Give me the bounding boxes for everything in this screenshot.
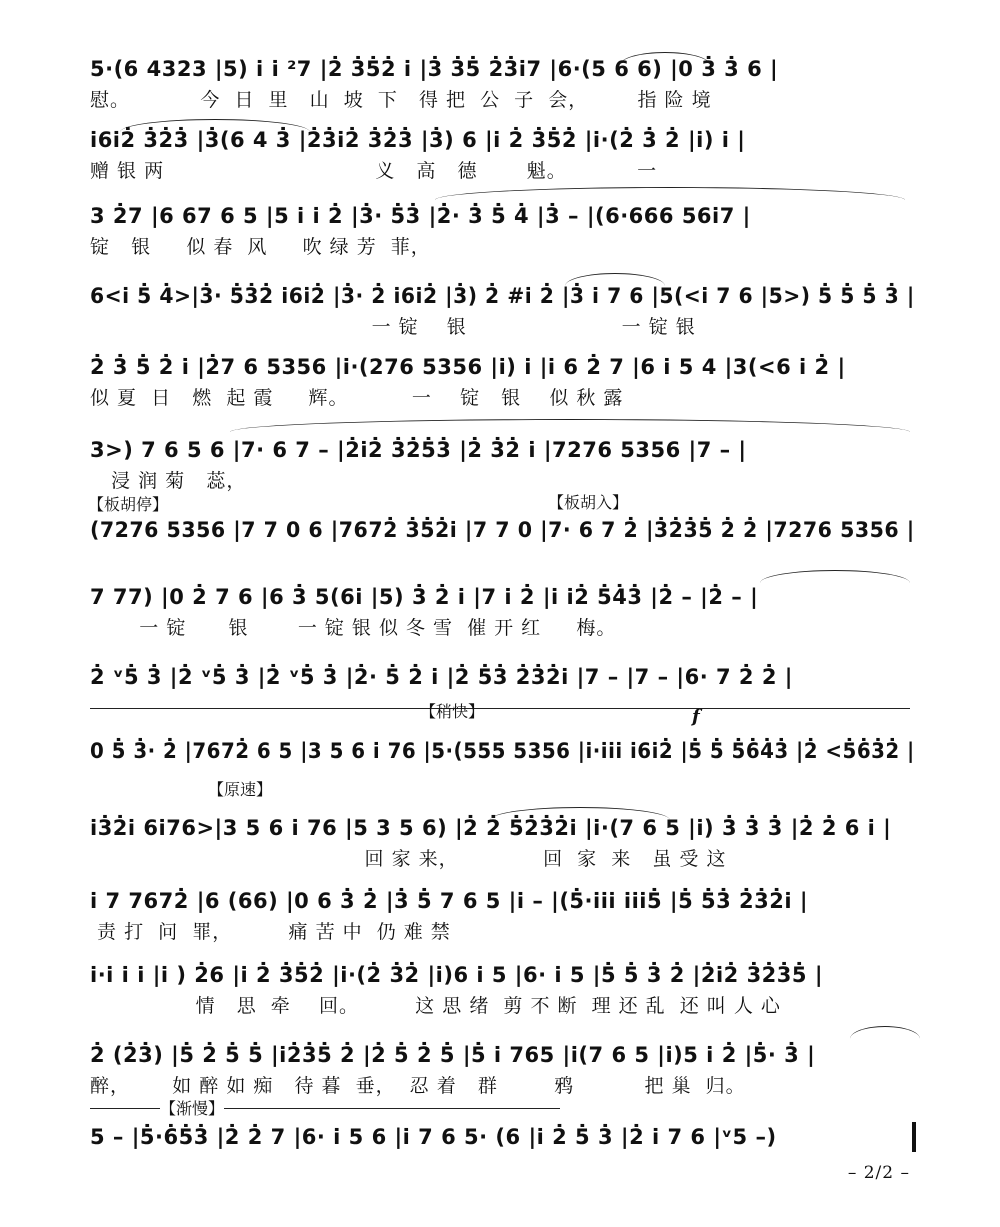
final-barline <box>912 1122 916 1152</box>
slur <box>120 119 310 132</box>
lyrics-line: 似 夏 日 燃 起 霞 辉。 一 锭 银 似 秋 露 <box>90 387 624 409</box>
notation-line: i̇6i̇2̇ 3̇2̇3̇ |3̇(6 4 3̇ |2̇3̇i̇2̇ 3̇2̇3̇ |3̇) 6 |i̇ 2̇ 3̇5̇2̇ |i̇·(2̇ 3̇ 2̇ |i̇) i̇ | <box>90 128 746 152</box>
lyrics-line: 赠 银 两 义 高 德 魁。 一 <box>90 160 658 182</box>
notation-line: 2̇ 3̇ 5̇ 2̇ i̇ |2̇7 6 5356 |i̇·(276 5356 |i̇) i̇ |i̇ 6 2̇ 7 |6 i̇ 5 4 |3(<6 i̇ 2̇ | <box>90 355 846 379</box>
notation-line: 5 – |5̇·6̇5̇3̇ |2̇ 2̇ 7 |6· i̇ 5 6 |i̇ 7 6 5· (6 |i̇ 2̇ 5̇ 3̇ |2̇ i̇ 7 6 |ᵛ5 –) <box>90 1125 777 1149</box>
lyrics-line: 锭 银 似 春 风 吹 绿 芳 菲， <box>90 236 431 258</box>
notation-line: i̇3̇2̇i̇ 6i̇76>|3 5 6 i̇ 76 |5 3 5 6) |2̇ 2̇ 5̇2̇3̇2̇i̇ |i̇·(7 6 5 |i̇) 3̇ 3̇ 3̇ |2̇ 2̇ 6 i̇ | <box>90 816 892 840</box>
page-number: – 2/2 – <box>847 1163 910 1183</box>
marking-gradually-slow: 【渐慢】 <box>160 1099 225 1118</box>
lyrics-line: 回 家 来， 回 家 来 虽 受 这 <box>90 848 727 870</box>
slur <box>760 570 910 583</box>
notation-line: i̇·i̇ i̇ i̇ |i̇ ) 2̇6 |i̇ 2̇ 3̇5̇2̇ |i̇·(2̇ 3̇2̇ |i̇)6 i̇ 5 |6· i̇ 5 |5̇ 5̇ 3̇ 2̇ |2̇i̇2̇ 3̇2̇3̇5̇ | <box>90 963 823 987</box>
slur <box>490 807 670 820</box>
slur <box>230 419 910 432</box>
marking-banhu-stop: 【板胡停】 <box>88 495 169 514</box>
marking-original-tempo: 【原速】 <box>208 780 273 799</box>
notation-line: i̇ 7 7672̇ |6 (66) |0 6 3̇ 2̇ |3̇ 5̇ 7 6 5 |i̇ – |(5̇·i̇i̇i̇ i̇i̇i̇5̇ |5̇ 5̇3̇ 2̇3̇2̇i̇ | <box>90 889 809 913</box>
notation-line: 3 2̇7 |6 67 6 5 |5 i̇ i̇ 2̇ |3̇· 5̇3̇ |2̇· 3̇ 5̇ 4̇ |3̇ – |(6·666 56i̇7 | <box>90 204 751 228</box>
notation-line: 2̇ (2̇3̇) |5̇ 2̇ 5̇ 5̇ |i̇2̇3̇5̇ 2̇ |2̇ 5̇ 2̇ 5̇ |5̇ i̇ 765 |i̇(7 6 5 |i̇)5 i̇ 2̇ |5̇· 3̇ | <box>90 1043 816 1067</box>
slur <box>850 1026 920 1039</box>
lyrics-line: 慰。 今 日 里 山 坡 下 得 把 公 子 会， 指 险 境 <box>90 89 712 111</box>
lyrics-line: 一 锭 银 一 锭 银 <box>90 316 696 338</box>
lyrics-line: 一 锭 银 一 锭 银 似 冬 雪 催 开 红 梅。 <box>90 617 617 639</box>
lyrics-line: 情 思 牵 回。 这 思 绪 剪 不 断 理 还 乱 还 叫 人 心 <box>90 995 781 1017</box>
slur <box>565 273 665 286</box>
marking-banhu-enter: 【板胡入】 <box>548 493 629 512</box>
notation-line: 3>) 7 6 5 6 |7· 6 7 – |2̇i̇2̇ 3̇2̇5̇3̇ |2̇ 3̇2̇ i̇ |7276 5356 |7 – | <box>90 438 747 462</box>
slur <box>435 187 905 200</box>
notation-line: 7 77) |0 2̇ 7 6 |6 3̇ 5(6i̇ |5) 3̇ 2̇ i̇ |7 i̇ 2̇ |i̇ i̇2̇ 5̇4̇3̇ |2̇ – |2̇ – | <box>90 585 759 609</box>
tie-line <box>90 708 910 709</box>
notation-line: (7276 5356 |7 7 0 6 |7672̇ 3̇5̇2̇i̇ |7 7 0 |7· 6 7 2̇ |3̇2̇3̇5̇ 2̇ 2̇ |7276 5356 | <box>90 518 915 542</box>
lyrics-line: 浸 润 菊 蕊， <box>90 470 247 492</box>
notation-line: 0 5̇ 3̇· 2̇ |7672̇ 6 5 |3 5 6 i̇ 76 |5·(555 5356 |i̇·i̇i̇i̇ i̇6i̇2̇ |5̇ 5̇ 5̇6̇4̇3̇ |2̇ <5̇6̇3̇2̇ | <box>90 739 915 763</box>
marking-slightly-fast: 【稍快】 <box>420 702 485 721</box>
notation-line: 5·(6 4323 |5) i̇ i̇ ²7 |2̇ 3̇5̇2̇ i̇ |3̇ 3̇5̇ 2̇3̇i̇7 |6·(5 6 6) |0 3̇ 3̇ 6 | <box>90 57 779 81</box>
lyrics-line: 责 打 问 罪， 痛 苦 中 仍 难 禁 <box>90 921 451 943</box>
notation-line: 6<i̇ 5̇ 4̇>|3̇· 5̇3̇2̇ i̇6i̇2̇ |3̇· 2̇ i̇6i̇2̇ |3̇) 2̇ #i̇ 2̇ |3̇ i̇ 7 6 |5(<i̇ 7 6 |5>) 5̇ 5̇ 5̇ 3̇ | <box>90 284 915 308</box>
notation-line: 2̇ ᵛ5̇ 3̇ |2̇ ᵛ5̇ 3̇ |2̇ ᵛ5̇ 3̇ |2̇· 5̇ 2̇ i̇ |2̇ 5̇3̇ 2̇3̇2̇i̇ |7 – |7 – |6· 7 2̇ 2̇ | <box>90 665 793 689</box>
lyrics-line: 醉， 如 醉 如 痴 待 暮 垂， 忍 着 群 鸦 把 巢 归。 <box>90 1075 746 1097</box>
slur <box>620 52 710 65</box>
dynamic-forte: f <box>692 706 700 727</box>
